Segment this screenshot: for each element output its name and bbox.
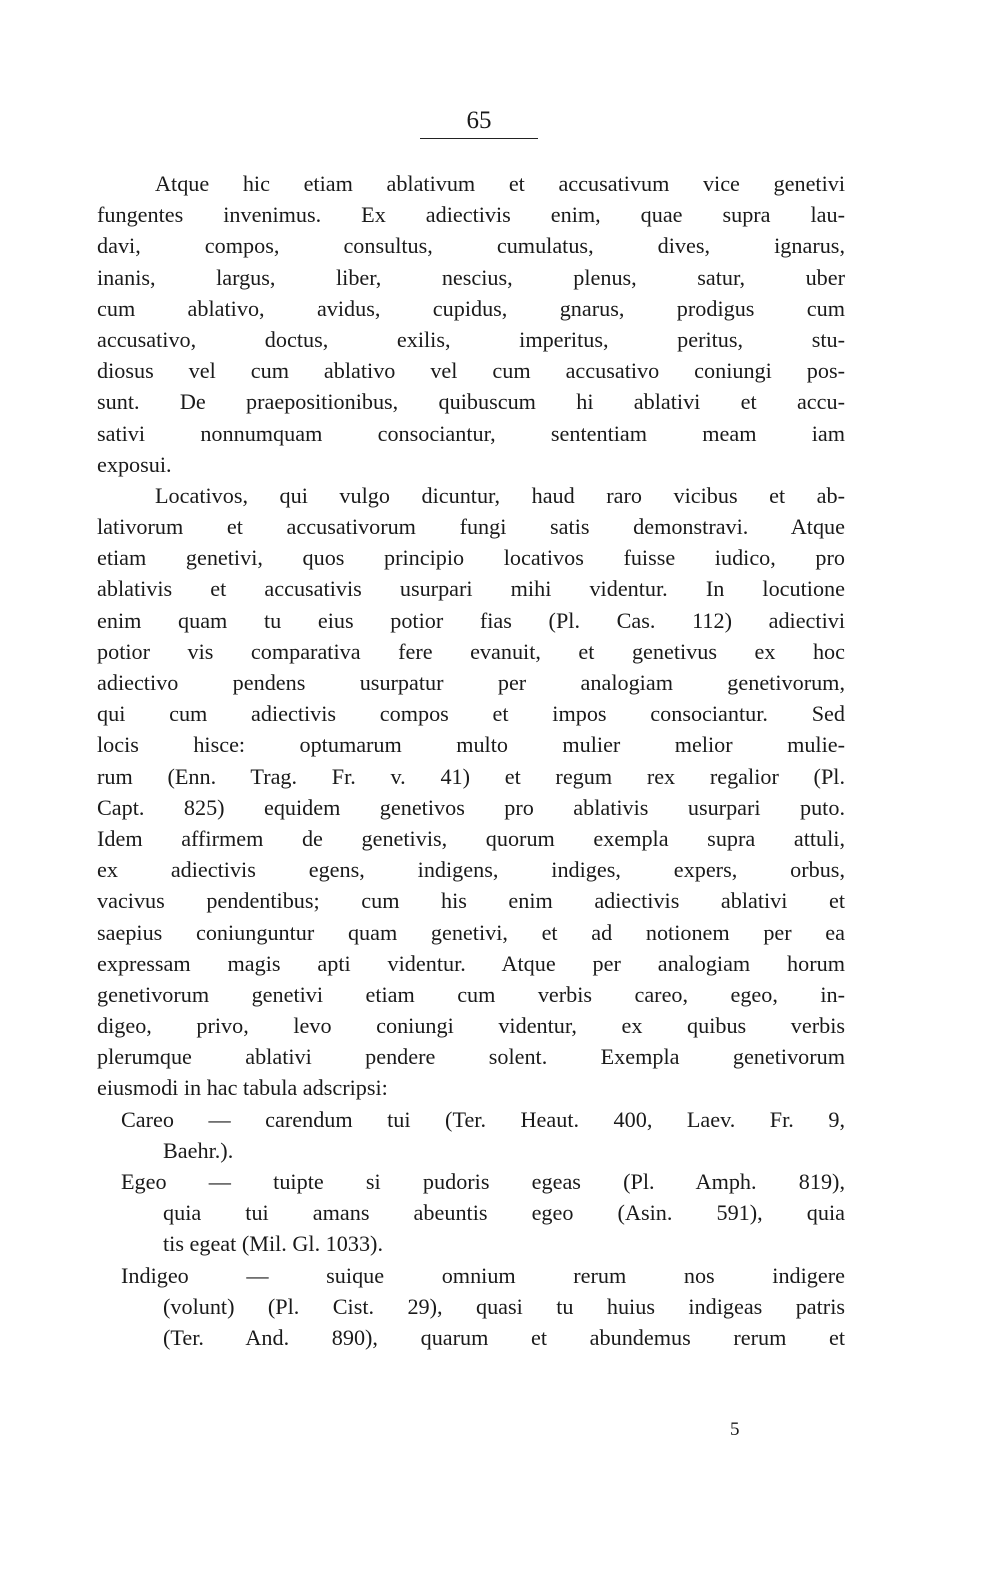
text-line: accusativo, doctus, exilis, imperitus, peritus, stu- bbox=[97, 326, 845, 352]
text-line: rum (Enn. Trag. Fr. v. 41) et regum rex regalior (Pl. bbox=[97, 763, 845, 789]
text-line: sativi nonnumquam consociantur, sententiam meam iam bbox=[97, 420, 845, 446]
text-line: potior vis comparativa fere evanuit, et genetivus ex hoc bbox=[97, 638, 845, 664]
text-line: etiam genetivi, quos principio locativos fuisse iudico, pro bbox=[97, 545, 845, 571]
text-line: Baehr.). bbox=[163, 1137, 234, 1163]
text-line: exposui. bbox=[97, 451, 172, 477]
text-line: tis egeat (Mil. Gl. 1033). bbox=[163, 1231, 383, 1257]
text-line: expressam magis apti videntur. Atque per analogiam horum bbox=[97, 950, 845, 976]
text-line: davi, compos, consultus, cumulatus, dives, ignarus, bbox=[97, 233, 845, 259]
text-line: ablativis et accusativis usurpari mihi videntur. In locutione bbox=[97, 576, 845, 602]
page-number: 65 bbox=[420, 106, 538, 139]
text-line: sunt. De praepositionibus, quibuscum hi ablativi et accu- bbox=[97, 389, 845, 415]
text-line: cum ablativo, avidus, cupidus, gnarus, prodigus cum bbox=[97, 295, 845, 321]
text-line: eiusmodi in hac tabula adscripsi: bbox=[97, 1075, 388, 1101]
text-line: digeo, privo, levo coniungi videntur, ex quibus verbis bbox=[97, 1013, 845, 1039]
text-line: vacivus pendentibus; cum his enim adiectivis ablativi et bbox=[97, 888, 845, 914]
text-line: Egeo — tuipte si pudoris egeas (Pl. Amph. 819), bbox=[121, 1169, 845, 1194]
text-line: Indigeo — suique omnium rerum nos indigere bbox=[121, 1262, 845, 1288]
text-line: Locativos, qui vulgo dicuntur, haud raro vicibus et ab- bbox=[155, 482, 845, 508]
text-line: ex adiectivis egens, indigens, indiges, expers, orbus, bbox=[97, 857, 845, 883]
text-line: fungentes invenimus. Ex adiectivis enim, quae supra lau- bbox=[97, 202, 845, 228]
text-line: Atque hic etiam ablativum et accusativum vice genetivi bbox=[155, 171, 845, 196]
text-line: locis hisce: optumarum multo mulier melior mulie- bbox=[97, 732, 845, 758]
text-line: enim quam tu eius potior fias (Pl. Cas. 112) adiectivi bbox=[97, 607, 845, 633]
text-line: Capt. 825) equidem genetivos pro ablativis usurpari puto. bbox=[97, 794, 845, 820]
text-line: Careo — carendum tui (Ter. Heaut. 400, Laev. Fr. 9, bbox=[121, 1106, 845, 1132]
text-line: qui cum adiectivis compos et impos consociantur. Sed bbox=[97, 701, 845, 727]
text-line: Idem affirmem de genetivis, quorum exempla supra attuli, bbox=[97, 825, 845, 851]
text-line: lativorum et accusativorum fungi satis demonstravi. Atque bbox=[97, 514, 845, 540]
text-line: genetivorum genetivi etiam cum verbis careo, egeo, in- bbox=[97, 981, 845, 1007]
body-text bbox=[97, 168, 845, 1353]
text-line: saepius coniunguntur quam genetivi, et ad notionem per ea bbox=[97, 919, 845, 945]
text-line: inanis, largus, liber, nescius, plenus, satur, uber bbox=[97, 264, 845, 290]
text-line: plerumque ablativi pendere solent. Exempla genetivorum bbox=[97, 1044, 845, 1070]
signature-mark: 5 bbox=[730, 1419, 740, 1440]
text-line: (volunt) (Pl. Cist. 29), quasi tu huius indigeas patris bbox=[163, 1293, 845, 1319]
text-line: (Ter. And. 890), quarum et abundemus rerum et bbox=[163, 1324, 845, 1350]
text-line: diosus vel cum ablativo vel cum accusativo coniungi pos- bbox=[97, 358, 845, 384]
text-line: quia tui amans abeuntis egeo (Asin. 591), quia bbox=[163, 1200, 845, 1226]
text-line: adiectivo pendens usurpatur per analogiam genetivorum, bbox=[97, 670, 845, 695]
